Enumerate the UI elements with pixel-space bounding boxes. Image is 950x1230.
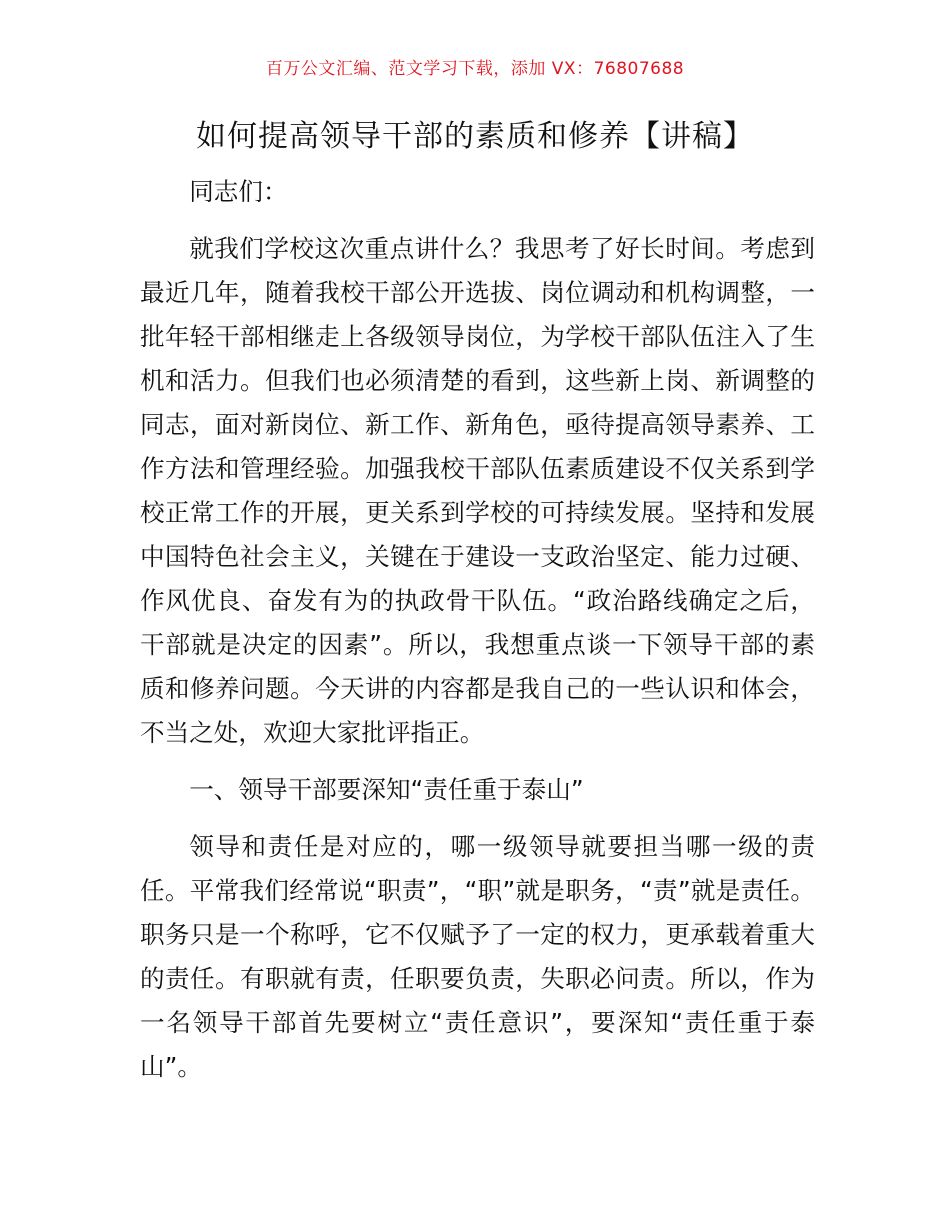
section-heading: 一、领导干部要深知“责任重于泰山” bbox=[189, 775, 584, 804]
document-title: 如何提高领导干部的素质和修养【讲稿】 bbox=[196, 119, 754, 154]
document-body bbox=[140, 170, 815, 1102]
salutation: 同志们： bbox=[189, 177, 288, 206]
header-banner: 百万公文汇编、范文学习下载，添加 VX：76807688 bbox=[265, 59, 685, 79]
paragraph-intro: 就我们学校这次重点讲什么？我思考了好长时间。考虑到最近几年，随着我校干部公开选拔、岗位调动和机构调整，一批年轻干部相继走上各级领导岗位，为学校干部队伍注入了生机和活力。但我们也必须清楚的看到，这些新上岗、新调整的同志，面对新岗位、新工作、新角色，亟待提高领导素养、工作方法和管理经验。加强我校干部队伍素质建设不仅关系到学校正常工作的开展，更关系到学校的可持续发展。坚持和发展中国特色社会主义，关键在于建设一支政治坚定、能力过硬、作风优良、奋发有为的执政骨干队伍。“政治路线确定之后，干部就是决定的因素”。所以，我想重点谈一下领导干部的素质和修养问题。今天讲的内容都是我自己的一些认识和体会，不当之处，欢迎大家批评指正。 bbox=[140, 234, 815, 747]
paragraph-section-1: 领导和责任是对应的，哪一级领导就要担当哪一级的责任。平常我们经常说“职责”，“职”就是职务，“责”就是责任。职务只是一个称呼，它不仅赋予了一定的权力，更承载着重大的责任。有职就有责，任职要负责，失职必问责。所以，作为一名领导干部首先要树立“责任意识”，要深知“责任重于泰山”。 bbox=[140, 832, 815, 1081]
